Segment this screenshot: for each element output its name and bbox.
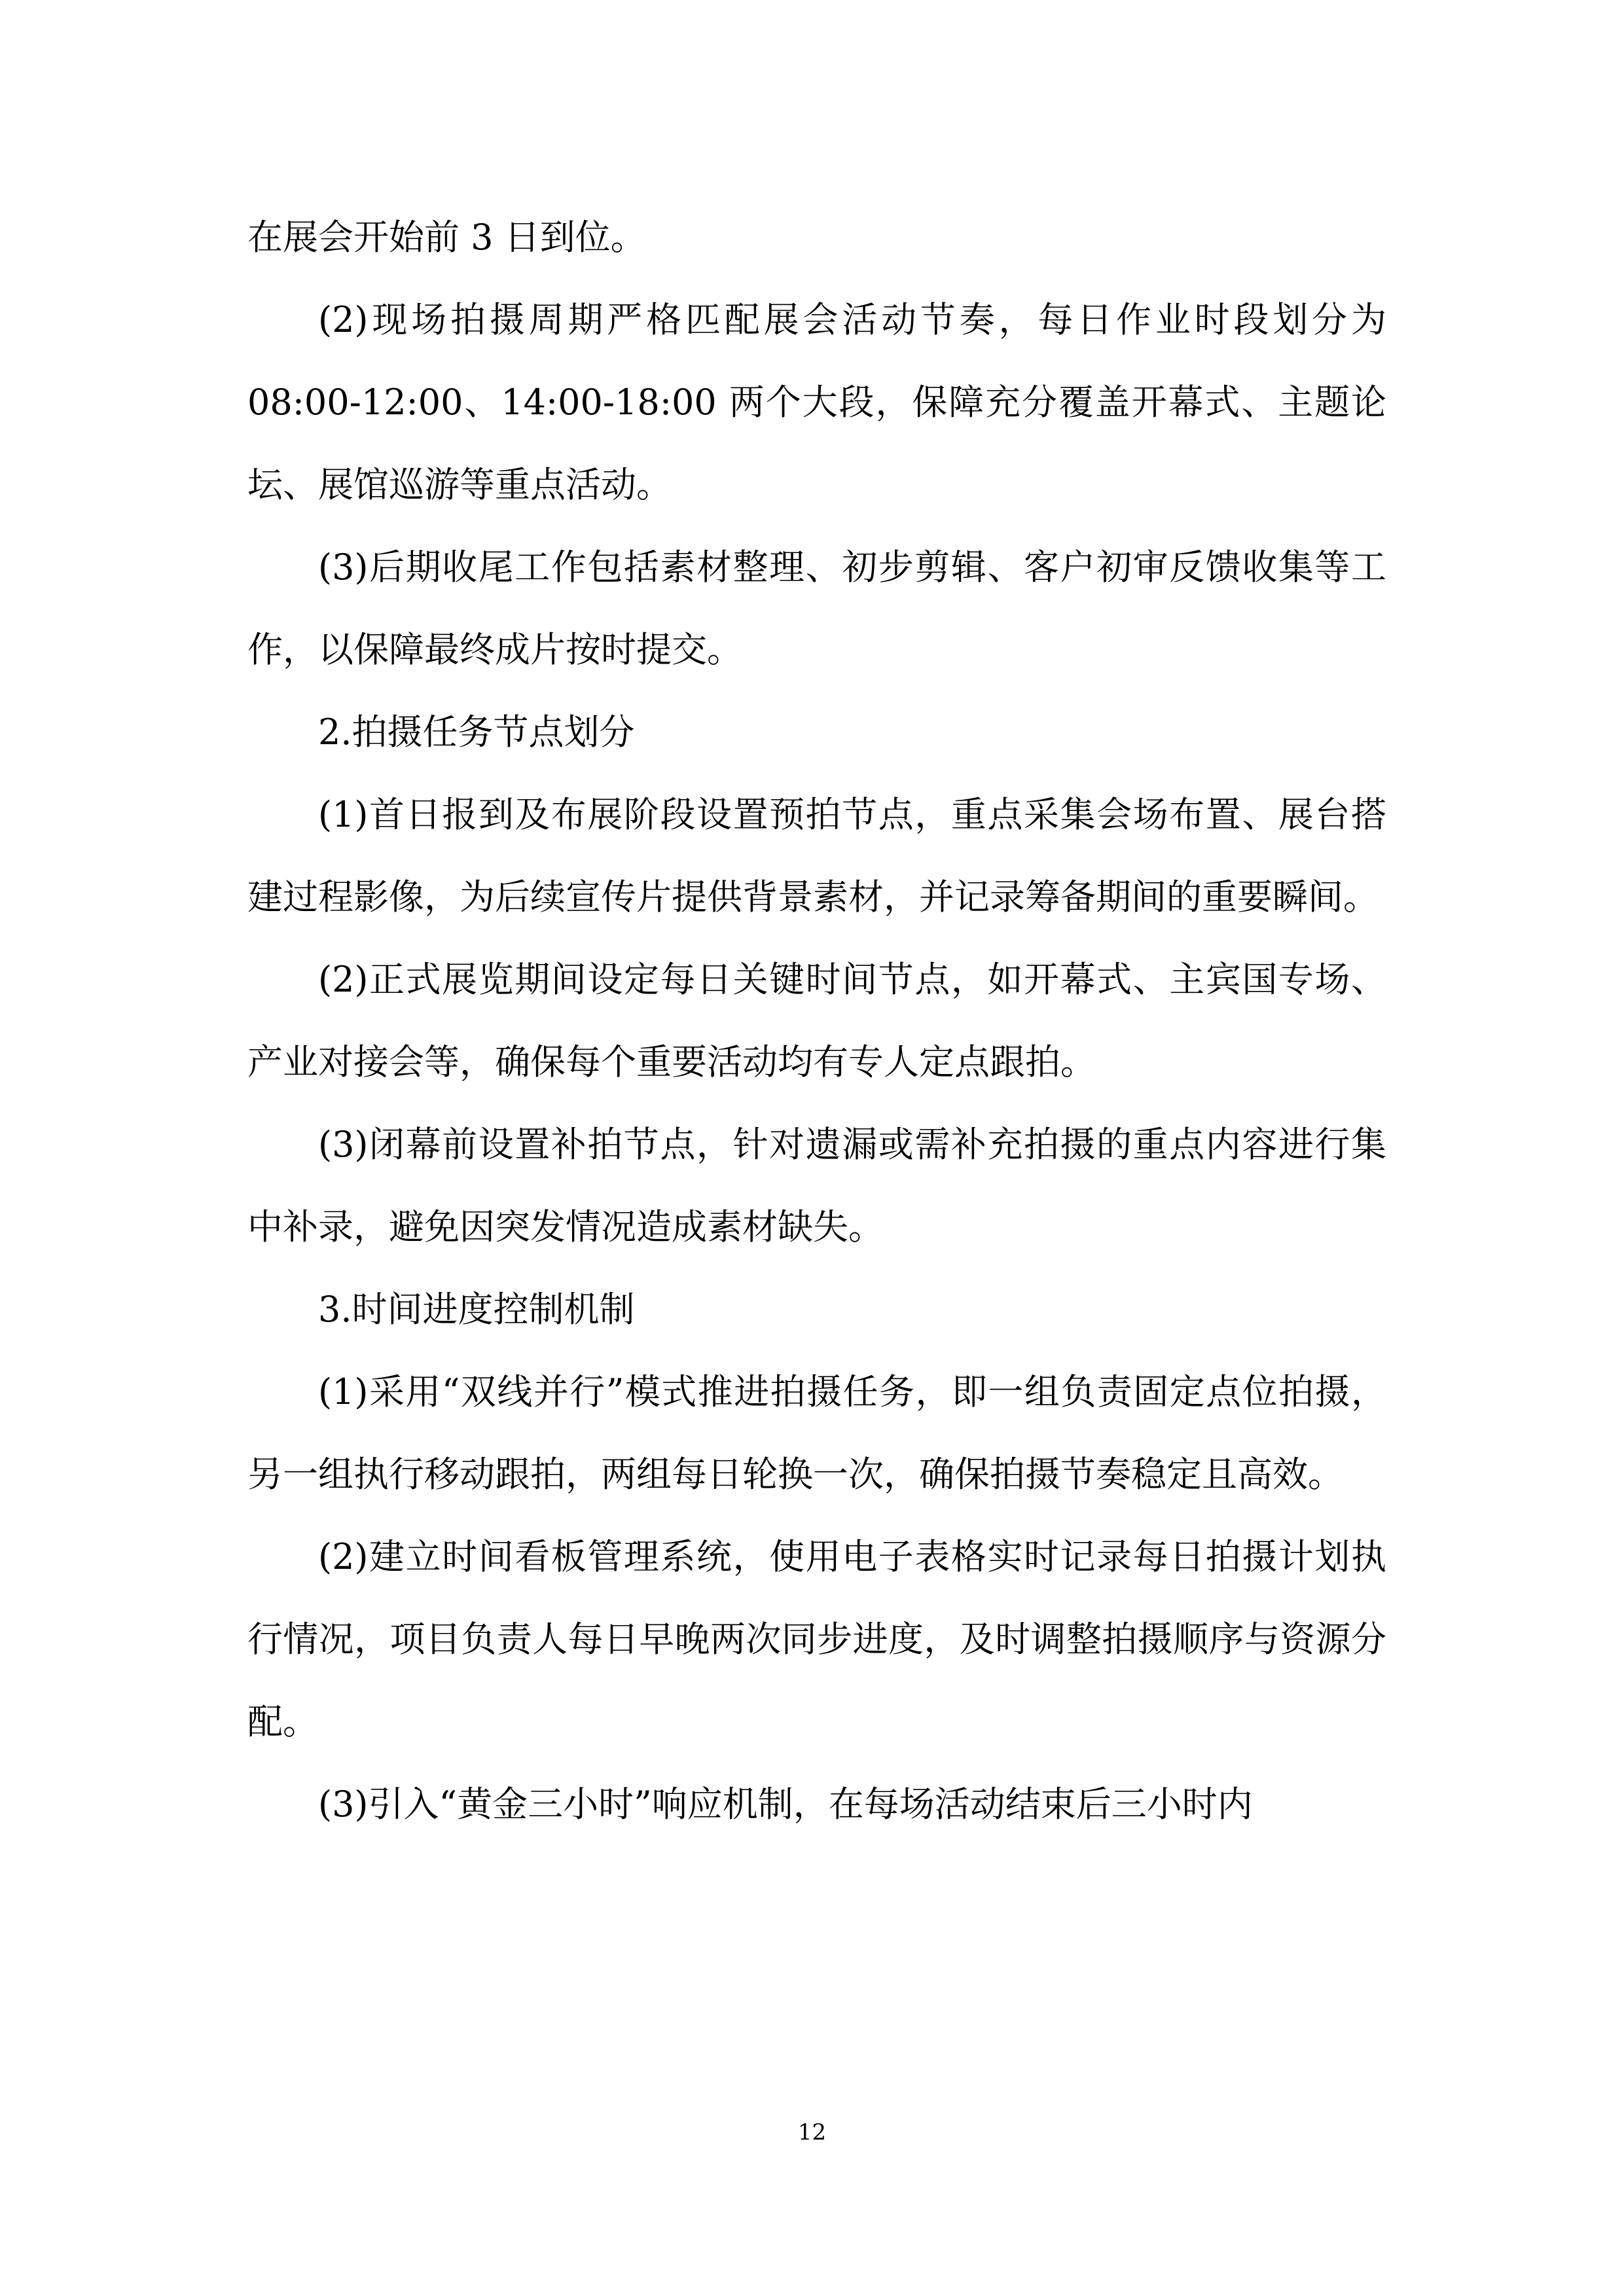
paragraph-continued-arrival: 在展会开始前 3 日到位。 bbox=[247, 217, 646, 258]
paragraph-dual-track-mode: (1)采用“双线并行”模式推进拍摄任务，即一组负责固定点位拍摄，另一组执行移动跟拍，两组每日轮换一次，确保拍摄节奏稳定且高效。 bbox=[247, 1371, 1386, 1495]
paragraph-time-kanban-system: (2)建立时间看板管理系统，使用电子表格实时记录每日拍摄计划执行情况，项目负责人每日早晚两次同步进度，及时调整拍摄顺序与资源分配。 bbox=[247, 1536, 1386, 1742]
paragraph-onsite-shooting-schedule: (2)现场拍摄周期严格匹配展会活动节奏，每日作业时段划分为 08:00-12:00、14:00-18:00 两个大段，保障充分覆盖开幕式、主题论坛、展馆巡游等重点活动。 bbox=[247, 299, 1386, 505]
section-heading-task-nodes: 2.拍摄任务节点划分 bbox=[318, 711, 635, 753]
paragraph-post-production-wrapup: (3)后期收尾工作包括素材整理、初步剪辑、客户初审反馈收集等工作，以保障最终成片按时提交。 bbox=[247, 547, 1386, 670]
paragraph-preshoot-node: (1)首日报到及布展阶段设置预拍节点，重点采集会场布置、展台搭建过程影像，为后续宣传片提供背景素材，并记录筹备期间的重要瞬间。 bbox=[247, 794, 1386, 918]
page-number: 12 bbox=[797, 2119, 827, 2145]
paragraph-key-daily-nodes: (2)正式展览期间设定每日关键时间节点，如开幕式、主宾国专场、产业对接会等，确保每个重要活动均有专人定点跟拍。 bbox=[247, 959, 1386, 1083]
section-heading-progress-control: 3.时间进度控制机制 bbox=[318, 1289, 635, 1330]
paragraph-golden-three-hours: (3)引入“黄金三小时”响应机制，在每场活动结束后三小时内 bbox=[318, 1784, 1253, 1825]
body-text bbox=[247, 196, 1386, 1846]
paragraph-supplementary-shoot-node: (3)闭幕前设置补拍节点，针对遗漏或需补充拍摄的重点内容进行集中补录，避免因突发情况造成素材缺失。 bbox=[247, 1124, 1386, 1247]
